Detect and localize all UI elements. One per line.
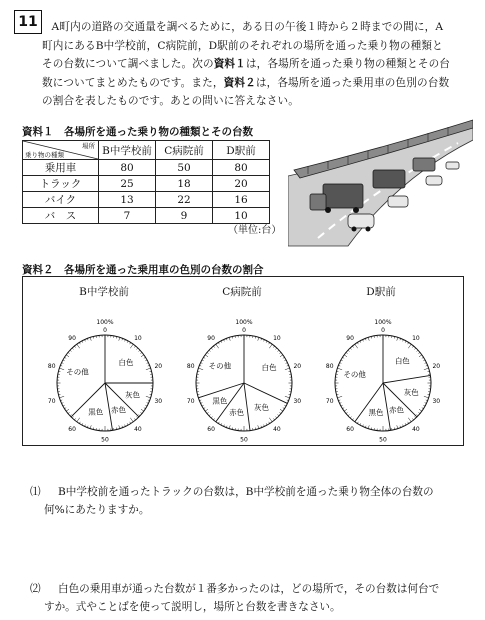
column-header: B中学校前 xyxy=(99,141,156,160)
pie-tick-label: 40 xyxy=(273,425,281,433)
pie-tick-label: 70 xyxy=(325,397,334,405)
pie-tick-label: 10 xyxy=(134,335,142,343)
pie-slice-label: その他 xyxy=(66,367,89,377)
pie-tick-label: 100% xyxy=(235,319,253,326)
pie-tick-label: 30 xyxy=(432,397,441,405)
corner-label-vehicle: 乗り物の種類 xyxy=(25,151,64,159)
pie-tick-label: 80 xyxy=(47,363,56,371)
intro-line-5: の割合を表したものです。あとの問いに答えなさい。 xyxy=(42,95,299,107)
pie-slice-label: その他 xyxy=(208,361,232,371)
pie-slice-label: 黒色 xyxy=(368,407,384,417)
table-cell: 20 xyxy=(213,176,270,192)
table-cell: 10 xyxy=(213,208,270,224)
pie-slice-label: 黒色 xyxy=(88,407,104,417)
intro-line-2: 町内にあるB中学校前，C病院前，D駅前のそれぞれの場所を通った乗り物の種類と xyxy=(42,39,443,52)
column-header: C病院前 xyxy=(156,141,213,160)
pie-tick-label: 60 xyxy=(207,425,215,433)
pie-slice-label: 黒色 xyxy=(212,396,228,406)
table-cell: 9 xyxy=(156,208,213,224)
pie-slice-label: 白色 xyxy=(261,363,277,373)
table-cell: 7 xyxy=(99,208,156,224)
pie-tick-label: 40 xyxy=(412,425,420,433)
row-header: トラック xyxy=(23,176,99,192)
pie-tick-label: 90 xyxy=(346,335,354,343)
table-cell: 80 xyxy=(213,160,270,176)
intro-text: は，各場所を通った乗り物の種類とその台 xyxy=(245,58,451,70)
pie-tick-label: 70 xyxy=(186,397,195,405)
intro-line-1: A町内の道路の交通量を調べるために，ある日の午後１時から２時までの間に，A xyxy=(51,21,444,33)
question-2 xyxy=(30,580,474,616)
pie-tick-label: 70 xyxy=(47,397,56,405)
pie-tick-label: 10 xyxy=(412,335,420,343)
pie-slice-label: 白色 xyxy=(394,356,410,366)
table-cell: 80 xyxy=(99,160,156,176)
question-2-number: ⑵ xyxy=(30,583,41,595)
row-header: 乗用車 xyxy=(23,160,99,176)
pie-slice-label: 灰色 xyxy=(124,390,140,400)
table-cell: 16 xyxy=(213,192,270,208)
pie-tick-label: 80 xyxy=(186,363,195,371)
pie-title-d: D駅前 xyxy=(366,286,396,298)
intro-text: は，各場所を通った乗用車の色別の台数 xyxy=(255,76,450,89)
pie-tick-label: 30 xyxy=(293,397,302,405)
question-2-line-1: 白色の乗用車が通った台数が１番多かったのは，どの場所で，その台数は何台で xyxy=(58,583,440,595)
pie-tick-label: 100% xyxy=(96,319,114,326)
question-1 xyxy=(30,483,474,519)
pie-slice-label: 白色 xyxy=(118,357,134,367)
pie-tick-label: 90 xyxy=(68,335,76,343)
pie-slice-label: 灰色 xyxy=(403,388,419,398)
table1-title: 資料１ 各場所を通った乗り物の種類とその台数 xyxy=(22,126,253,138)
intro-text: 数についてまとめたものです。また， xyxy=(42,76,224,89)
pie-tick-label: 50 xyxy=(240,436,248,444)
pie-tick-label: 60 xyxy=(68,425,76,433)
question-2-line-2: すか。式やことばを使って説明し，場所と台数を書きなさい。 xyxy=(44,601,341,613)
column-header: D駅前 xyxy=(213,141,270,160)
pie-tick-label: 0 xyxy=(103,327,107,334)
pie-title-b: B中学校前 xyxy=(79,286,129,298)
pie-tick-label: 20 xyxy=(293,363,302,371)
row-header: バ ス xyxy=(23,208,99,224)
pie-tick-label: 90 xyxy=(207,335,215,343)
pie-tick-label: 60 xyxy=(346,425,354,433)
pie-title-c: C病院前 xyxy=(222,286,262,298)
question-1-line-1: B中学校前を通ったトラックの台数は，B中学校前を通った乗り物全体の台数の xyxy=(58,486,434,498)
table-cell: 18 xyxy=(156,176,213,192)
pie-tick-label: 20 xyxy=(432,363,441,371)
question-1-line-2: 何%にあたりますか。 xyxy=(44,504,150,516)
pie-slice-label: 赤色 xyxy=(229,407,245,417)
ref-source1: 資料１ xyxy=(213,58,246,70)
pie-tick-label: 80 xyxy=(325,363,334,371)
pie-tick-label: 30 xyxy=(154,397,163,405)
ref-source2: 資料２ xyxy=(223,76,256,89)
table-cell: 22 xyxy=(156,192,213,208)
pie-slice-label: 赤色 xyxy=(111,405,127,415)
table-cell: 50 xyxy=(156,160,213,176)
table-cell: 25 xyxy=(99,176,156,192)
table2-title: 資料２ 各場所を通った乗用車の色別の台数の割合 xyxy=(22,264,264,276)
pie-slice-label: 赤色 xyxy=(389,405,405,415)
table-cell: 13 xyxy=(99,192,156,208)
question-1-number: ⑴ xyxy=(30,486,41,498)
pie-tick-label: 100% xyxy=(374,319,392,326)
pie-tick-label: 50 xyxy=(379,436,387,444)
intro-text: その台数について調べました。次の xyxy=(42,58,214,70)
pie-tick-label: 0 xyxy=(242,327,246,334)
pie-slice-label: その他 xyxy=(343,369,366,379)
row-header: バイク xyxy=(23,192,99,208)
pie-tick-label: 10 xyxy=(273,335,281,343)
question-number-box: 11 xyxy=(14,10,42,34)
pie-tick-label: 0 xyxy=(381,327,385,334)
pie-tick-label: 40 xyxy=(134,425,142,433)
table-unit-note: （単位:台） xyxy=(228,225,282,236)
pie-slice-label: 灰色 xyxy=(253,403,269,413)
pie-tick-label: 50 xyxy=(101,436,109,444)
pie-tick-label: 20 xyxy=(154,363,163,371)
corner-label-place: 場所 xyxy=(82,142,95,150)
